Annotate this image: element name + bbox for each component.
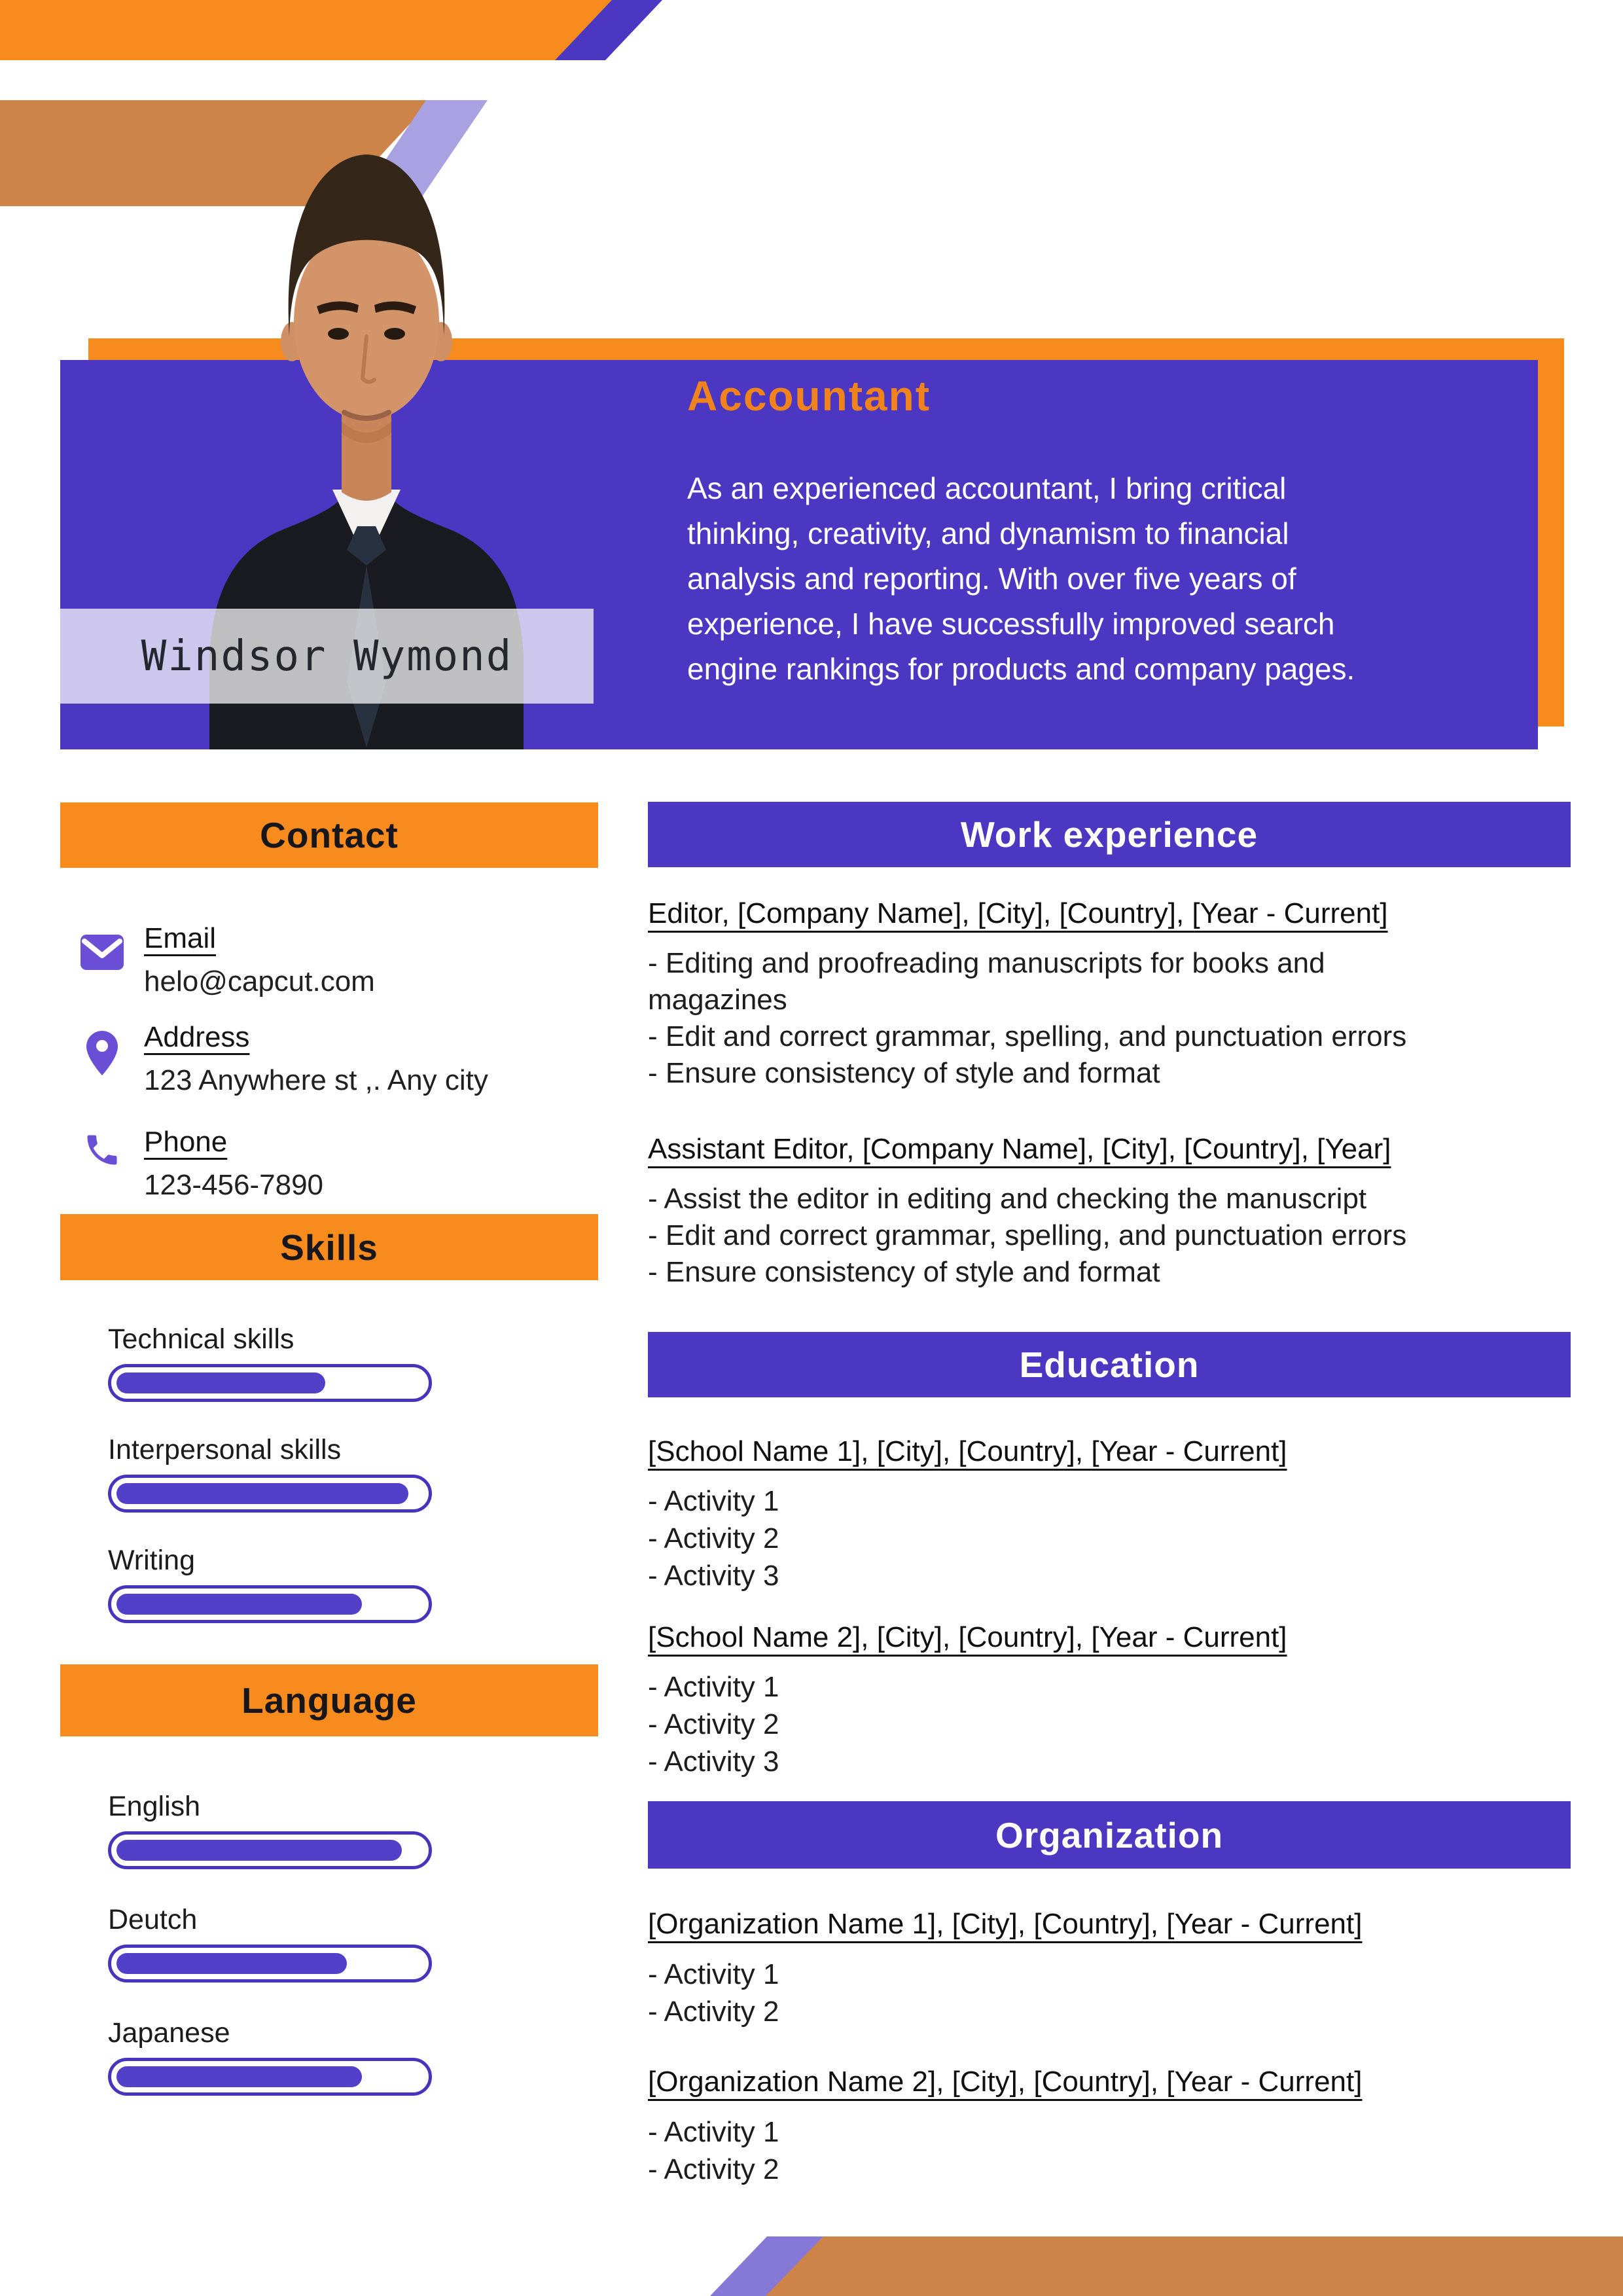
skill-item xyxy=(108,1434,432,1513)
education-section-header: Education xyxy=(648,1332,1571,1397)
work-entry-line: magazines xyxy=(648,984,787,1016)
organization-entry-title: [Organization Name 1], [City], [Country], [Year - Current] xyxy=(648,1908,1363,1940)
contact-value: 123 Anywhere st ,. Any city xyxy=(144,1064,488,1096)
skill-meter-track xyxy=(108,1475,432,1513)
skills-section-header: Skills xyxy=(60,1214,598,1280)
work-entry-line: - Edit and correct grammar, spelling, and punctuation errors xyxy=(648,1020,1407,1052)
work-entry-line: - Assist the editor in editing and checking the manuscript xyxy=(648,1183,1367,1215)
work-entry-line: - Edit and correct grammar, spelling, and punctuation errors xyxy=(648,1219,1407,1251)
summary-line: experience, I have successfully improved search xyxy=(687,607,1335,641)
skill-label: Technical skills xyxy=(108,1323,294,1355)
top-orange-bar-shape xyxy=(0,0,612,60)
education-entry xyxy=(648,1433,1572,1594)
summary-line: engine rankings for products and company pages. xyxy=(687,652,1355,686)
phone-icon xyxy=(82,1130,122,1170)
education-entry-title: [School Name 2], [City], [Country], [Year - Current] xyxy=(648,1621,1287,1653)
education-entries xyxy=(648,1433,1572,1805)
skill-label: Interpersonal skills xyxy=(108,1434,342,1465)
contact-value: helo@capcut.com xyxy=(144,965,375,997)
education-entry-line: - Activity 1 xyxy=(648,1671,779,1703)
contact-item-address xyxy=(60,1020,488,1098)
organization-entries xyxy=(648,1906,1572,2221)
contact-section-header: Contact xyxy=(60,802,598,868)
work-entry-line: - Editing and proofreading manuscripts for books and xyxy=(648,947,1325,979)
language-item xyxy=(108,2017,432,2096)
footer-tan-bar-shape xyxy=(707,2236,1623,2296)
location-pin-icon xyxy=(86,1031,118,1075)
organization-entry-line: - Activity 1 xyxy=(648,1958,779,1990)
language-item xyxy=(108,1904,432,1982)
language-meter-track xyxy=(108,2058,432,2096)
summary-line: analysis and reporting. With over five years of xyxy=(687,562,1296,596)
skill-meter-track xyxy=(108,1364,432,1402)
language-meter-fill xyxy=(116,1840,402,1861)
education-entry-line: - Activity 3 xyxy=(648,1560,779,1592)
work-entry-line: - Ensure consistency of style and format xyxy=(648,1057,1160,1089)
person-name: Windsor Wymond xyxy=(141,632,513,681)
education-entry-title: [School Name 1], [City], [Country], [Year - Current] xyxy=(648,1435,1287,1467)
organization-entry-line: - Activity 1 xyxy=(648,2116,779,2148)
education-entry-line: - Activity 2 xyxy=(648,1708,779,1740)
skill-label: Writing xyxy=(108,1545,196,1576)
language-section-header: Language xyxy=(60,1664,598,1736)
organization-entry xyxy=(648,2064,1572,2188)
organization-entry-line: - Activity 2 xyxy=(648,1996,779,2028)
skill-meter-fill xyxy=(116,1594,362,1615)
language-meter-track xyxy=(108,1831,432,1869)
language-meter-fill xyxy=(116,1953,347,1974)
language-meter-fill xyxy=(116,2066,362,2087)
organization-entry xyxy=(648,1906,1572,2030)
language-label: Japanese xyxy=(108,2017,230,2049)
contact-value: 123-456-7890 xyxy=(144,1169,324,1201)
organization-section-header: Organization xyxy=(648,1801,1571,1869)
email-icon xyxy=(80,935,124,970)
education-entry-line: - Activity 2 xyxy=(648,1522,779,1554)
profile-summary xyxy=(687,466,1355,692)
contact-item-email xyxy=(60,922,375,999)
contact-label: Address xyxy=(144,1021,250,1053)
language-meter-track xyxy=(108,1945,432,1982)
work-entry xyxy=(648,1131,1572,1291)
work-entry-title: Editor, [Company Name], [City], [Country], [Year - Current] xyxy=(648,897,1388,929)
job-title: Accountant xyxy=(687,372,931,420)
education-entry xyxy=(648,1619,1572,1780)
language-label: English xyxy=(108,1791,201,1822)
language-list xyxy=(108,1791,432,2130)
work-experience-entries xyxy=(648,895,1572,1330)
contact-item-phone xyxy=(60,1125,323,1202)
skill-meter-fill xyxy=(116,1483,408,1504)
contact-label: Phone xyxy=(144,1126,228,1158)
organization-entry-title: [Organization Name 2], [City], [Country], [Year - Current] xyxy=(648,2066,1363,2098)
skill-meter-track xyxy=(108,1585,432,1623)
name-bar xyxy=(60,609,594,704)
summary-line: thinking, creativity, and dynamism to financial xyxy=(687,516,1289,550)
summary-line: As an experienced accountant, I bring critical xyxy=(687,471,1287,505)
education-entry-line: - Activity 1 xyxy=(648,1485,779,1517)
organization-entry-line: - Activity 2 xyxy=(648,2153,779,2185)
language-item xyxy=(108,1791,432,1869)
work-entry xyxy=(648,895,1572,1092)
work-experience-section-header: Work experience xyxy=(648,802,1571,867)
education-entry-line: - Activity 3 xyxy=(648,1746,779,1778)
skill-item xyxy=(108,1545,432,1623)
work-entry-title: Assistant Editor, [Company Name], [City], [Country], [Year] xyxy=(648,1133,1391,1165)
contact-label: Email xyxy=(144,922,217,954)
work-entry-line: - Ensure consistency of style and format xyxy=(648,1256,1160,1288)
skills-list xyxy=(108,1323,432,1655)
skill-item xyxy=(108,1323,432,1402)
skill-meter-fill xyxy=(116,1372,325,1393)
language-label: Deutch xyxy=(108,1904,198,1935)
